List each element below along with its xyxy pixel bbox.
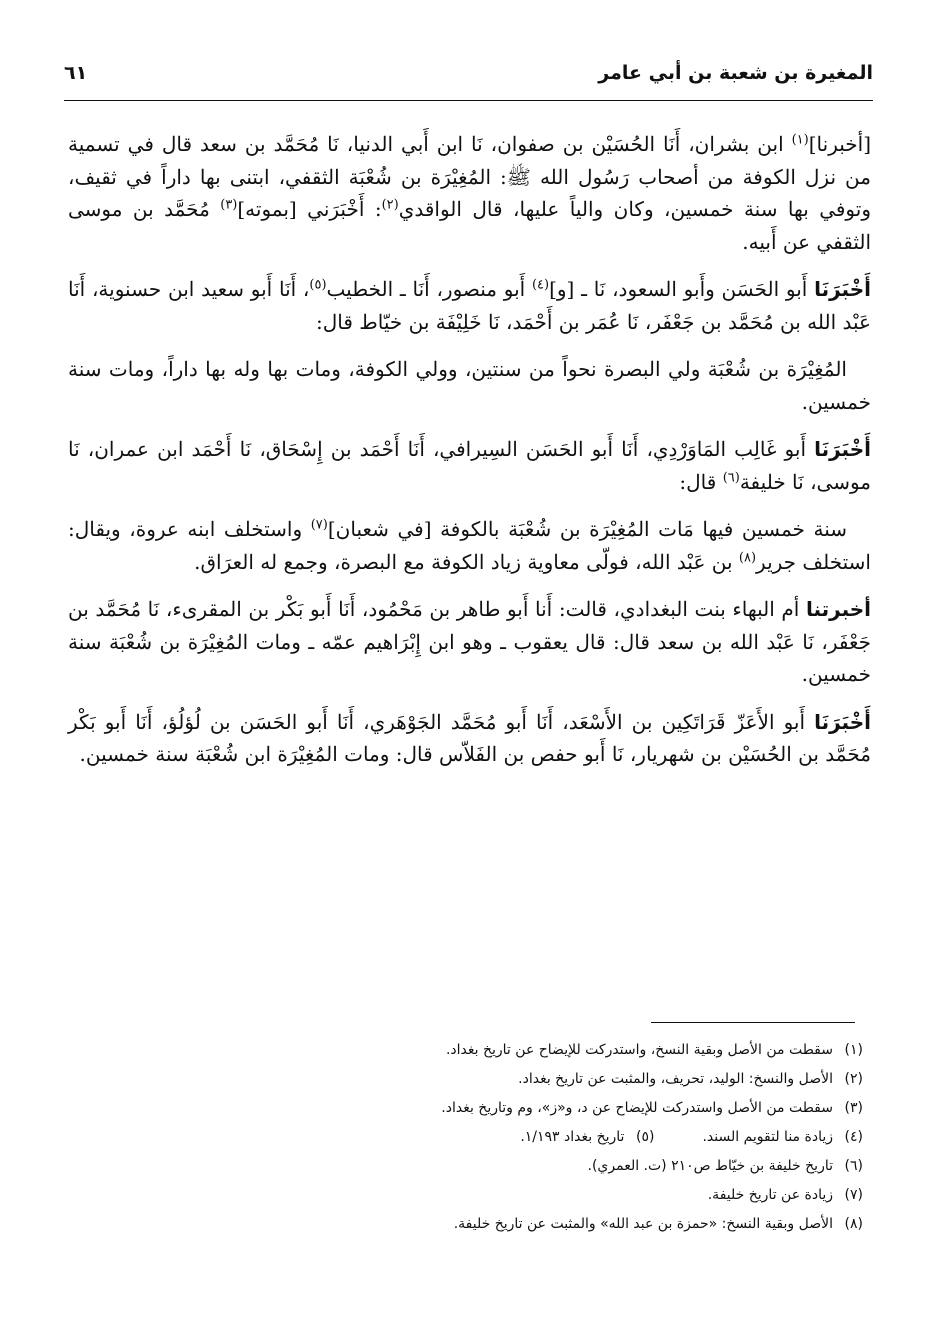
footnote-number: (١) [844, 1042, 863, 1058]
page-number: ٦١ [64, 62, 88, 84]
paragraph-text: بن عَبْد الله، فولّى معاوية زياد الكوفة مع البصرة، وجمع له العرَاق. [194, 549, 739, 574]
paragraph-text: أَبو غَالِب المَاوَرْدِي، أَنَا أَبو الحَسَن السِيرافي، أَنَا أَحْمَد بن إِسْحَاق، نَا أَحْمَد ابن عمران، نَا موسى، نَا خليفة [68, 437, 871, 494]
paragraph [68, 273, 871, 338]
footnote-text: تاريخ خليفة بن خيّاط ص٢١٠ (ت. العمري). [587, 1158, 833, 1174]
footnote-number: (٦) [844, 1158, 863, 1174]
footnote-ref: (٥) [309, 277, 327, 293]
footnote [90, 1210, 863, 1239]
footnote-ref: (٣) [220, 197, 238, 213]
paragraph-text: [أخبرنا] [808, 132, 871, 156]
footnote-ref: (٢) [381, 197, 399, 213]
isnad-lead: أَخْبَرَنَا [814, 437, 871, 461]
paragraph [68, 353, 871, 418]
footnote-text: سقطت من الأصل وبقية النسخ، واستدركت للإيضاح عن تاريخ بغداد. [445, 1042, 833, 1058]
page-header [64, 54, 873, 101]
paragraph-text: : أَخْبَرَني [بموته] [237, 197, 382, 221]
isnad-lead: أخبرتنا [805, 597, 871, 621]
footnote-ref: (٦) [722, 469, 740, 485]
footnote-number: (٧) [844, 1187, 863, 1203]
paragraph-text: أَبو الأَعَزّ قَرَاتَكِين بن الأَسْعَد، أَنَا أَبو مُحَمَّد الجَوْهَري، أَنَا أَبو الحَسَن بن لُؤلُؤ، أَنَا أَبو بَكْر مُحَمَّد بن الحُسَيْن بن شهريار، نَا أَبو حفص بن الفَلاّس قال: ومات المُغِيْرَة ابن شُعْبَة سنة خمسين. [68, 709, 871, 766]
paragraph [68, 706, 871, 771]
footnote-ref: (٨) [738, 549, 757, 565]
running-title: المغيرة بن شعبة بن أبي عامر [598, 62, 873, 84]
paragraph [68, 513, 871, 578]
paragraph-text: واستخلف ابنه عروة، ويقال: استخلف جرير [68, 517, 871, 574]
footnote-text: زيادة عن تاريخ خليفة. [707, 1187, 833, 1203]
paragraph-text: سنة خمسين فيها مَات المُغِيْرَة بن شُعْبَة بالكوفة [في شعبان] [327, 517, 848, 541]
footnote [90, 1152, 863, 1181]
footnote [90, 1181, 863, 1210]
paragraph-text: المُغِيْرَة بن شُعْبَة ولي البصرة نحواً من سنتين، وولي الكوفة، ومات بها وله بها داراً، ومات سنة خمسين. [68, 357, 871, 414]
footnote-number: (٢) [844, 1071, 863, 1087]
footnote-text: الأصل والنسخ: الوليد، تحريف، والمثبت عن تاريخ بغداد. [518, 1071, 833, 1087]
paragraph [68, 593, 871, 691]
footnote-text: سقطت من الأصل واستدركت للإيضاح عن د، و«ز»، وم وتاريخ بغداد. [441, 1100, 833, 1116]
footnotes [90, 1036, 863, 1239]
footnote-number: (٤) [844, 1129, 863, 1145]
footnote-text: الأصل وبقية النسخ: «حمزة بن عبد الله» والمثبت عن تاريخ خليفة. [453, 1216, 833, 1232]
footnote-ref: (٧) [310, 517, 328, 533]
paragraph-text: أَبو منصور، أَنَا ـ الخطيب [326, 277, 532, 301]
footnote-ref: (٤) [531, 277, 550, 293]
footnote [90, 1036, 863, 1065]
paragraph-text: أم البهاء بنت البغدادي، قالت: أَنا أَبو طاهر بن مَحْمُود، أَنَا أَبو بَكْر بن المقرىء، نَا مُحَمَّد بن جَعْفَر، نَا عَبْد الله بن سعد قال: قال يعقوب ـ وهو ابن إِبْرَاهيم عمّه ـ ومات المُغِيْرَة بن شُعْبَة سنة خمسين. [68, 597, 871, 686]
footnote-number: (٣) [844, 1100, 863, 1116]
footnote [90, 1065, 863, 1094]
paragraph [68, 128, 871, 258]
paragraph-text: قال: [679, 469, 723, 494]
footnote-text: تاريخ بغداد ١/١٩٣. [520, 1129, 625, 1145]
paragraph-text: ، أَنَا أَبو سعيد ابن حسنوية، أَنَا عَبْد الله بن مُحَمَّد بن جَعْفَر، نَا عُمَر بن أَحْمَد، نَا خَلِيْفَة بن خيّاط قال: [68, 277, 871, 334]
footnote-number: (٥) [636, 1129, 655, 1145]
footnote-text: زيادة منا لتقويم السند. [702, 1129, 833, 1145]
paragraph-text: ابن بشران، أَنَا الحُسَيْن بن صفوان، نَا ابن أَبي الدنيا، نَا مُحَمَّد بن سعد قال في تسمية من نزل الكوفة من أصحاب رَسُول الله ﷺ: المُغِيْرَة بن شُعْبَة الثقفي، ابتنى بها داراً في ثقيف، وتوفي بها سنة خمسين، وكان والياً عليها، قال الواقدي [68, 132, 871, 221]
footnote [90, 1123, 863, 1152]
footnote-inline [520, 1123, 654, 1152]
footnote-ref: (١) [791, 132, 809, 148]
paragraph-text: أَبو الحَسَن وأَبو السعود، نَا ـ [و] [549, 277, 815, 301]
paragraph-text: مُحَمَّد بن موسى الثقفي عن أَبيه. [68, 197, 871, 254]
isnad-lead: أَخْبَرَنَا [814, 277, 871, 301]
footnote [90, 1094, 863, 1123]
paragraph [68, 433, 871, 498]
footnote-separator [651, 1022, 855, 1023]
isnad-lead: أَخْبَرَنَا [814, 709, 871, 734]
footnote-number: (٨) [844, 1216, 863, 1232]
main-text [68, 128, 871, 786]
